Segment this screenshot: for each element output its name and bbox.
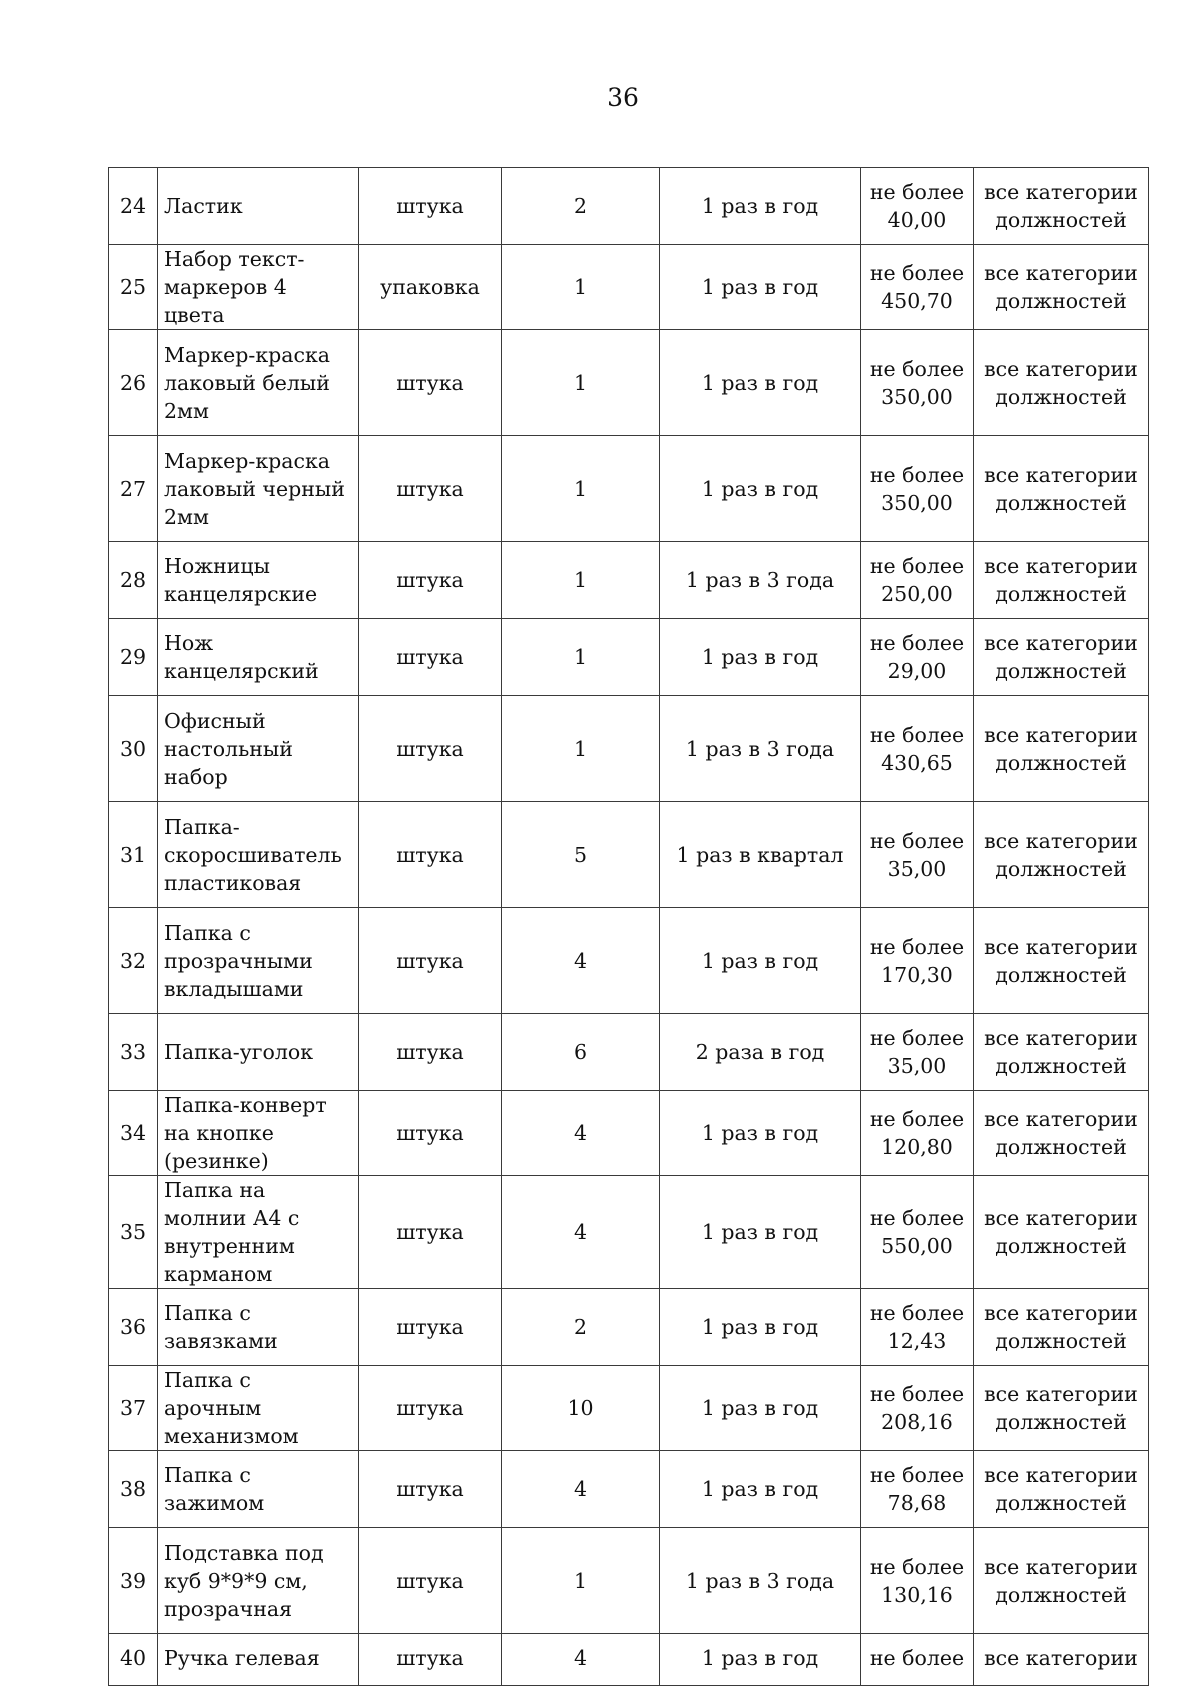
- row-number-cell-text: 27: [119, 476, 147, 501]
- unit-cell: [359, 542, 502, 619]
- unit-cell-text: штука: [396, 1396, 464, 1420]
- category-cell-text: все категории: [984, 1382, 1138, 1406]
- item-name-cell: [158, 542, 359, 619]
- quantity-cell-text: 4: [573, 1646, 588, 1670]
- category-cell-text: должностей: [995, 1329, 1127, 1353]
- row-number-cell-text: 33: [119, 1040, 147, 1064]
- price-cell-text: 430,65: [881, 750, 953, 775]
- price-cell-text: не более: [869, 180, 965, 204]
- row-number-cell: [109, 168, 158, 245]
- period-cell: [660, 619, 861, 696]
- period-cell-text: 1 раз в год: [701, 1396, 819, 1420]
- unit-cell-text: штука: [396, 370, 464, 395]
- unit-cell: [359, 1014, 502, 1091]
- period-cell: [660, 330, 861, 436]
- period-cell: [660, 1528, 861, 1634]
- category-cell-text: все категории: [984, 261, 1138, 285]
- price-cell: [861, 619, 974, 696]
- item-name-cell-text: Подставка под куб 9*9*9 см, прозрачная: [164, 1540, 324, 1621]
- period-cell-text: 1 раз в год: [701, 370, 819, 395]
- price-cell-text: 40,00: [887, 208, 947, 232]
- category-cell-text: все категории: [984, 1206, 1138, 1230]
- price-cell-text: не более: [869, 1463, 965, 1487]
- unit-cell-text: штука: [396, 1121, 464, 1145]
- table-row: [109, 1014, 1149, 1091]
- row-number-cell-text: 36: [119, 1315, 147, 1339]
- table-row: [109, 802, 1149, 908]
- table-row: [109, 1091, 1149, 1176]
- row-number-cell-text: 24: [119, 194, 147, 218]
- unit-cell: [359, 436, 502, 542]
- category-cell-text: все категории: [984, 1463, 1138, 1487]
- row-number-cell-text: 32: [119, 948, 147, 973]
- row-number-cell-text: 29: [119, 645, 147, 669]
- item-name-cell: [158, 1176, 359, 1289]
- table-row: [109, 1528, 1149, 1634]
- item-name-cell-text: Папка на молнии А4 с внутренним карманом: [164, 1178, 300, 1286]
- category-cell: [974, 436, 1149, 542]
- quantity-cell-text: 10: [567, 1396, 594, 1420]
- quantity-cell-text: 1: [573, 1568, 588, 1593]
- table-row: [109, 1451, 1149, 1528]
- row-number-cell: [109, 245, 158, 330]
- price-cell-text: не более: [869, 631, 965, 655]
- period-cell-text: 1 раз в год: [701, 194, 819, 218]
- quantity-cell-text: 1: [573, 568, 588, 592]
- unit-cell: [359, 1289, 502, 1366]
- price-cell: [861, 1014, 974, 1091]
- item-name-cell: [158, 908, 359, 1014]
- row-number-cell-text: 40: [119, 1646, 147, 1670]
- category-cell-text: все категории: [984, 722, 1138, 747]
- unit-cell: [359, 1451, 502, 1528]
- category-cell: [974, 542, 1149, 619]
- quantity-cell: [502, 1528, 660, 1634]
- quantity-cell-text: 6: [573, 1040, 588, 1064]
- item-name-cell-text: Нож канцелярский: [164, 631, 319, 683]
- row-number-cell-text: 34: [119, 1121, 147, 1145]
- row-number-cell: [109, 802, 158, 908]
- price-cell-text: 12,43: [887, 1329, 947, 1353]
- item-name-cell-text: Маркер-краска лаковый черный 2мм: [164, 448, 345, 529]
- unit-cell-text: штука: [396, 476, 464, 501]
- quantity-cell-text: 4: [573, 1220, 588, 1244]
- period-cell-text: 1 раз в год: [701, 645, 819, 669]
- row-number-cell: [109, 1289, 158, 1366]
- row-number-cell-text: 38: [119, 1477, 147, 1501]
- period-cell-text: 1 раз в год: [701, 1220, 819, 1244]
- price-cell-text: не более: [869, 1026, 965, 1050]
- price-cell-text: не более: [869, 1301, 965, 1325]
- quantity-cell-text: 4: [573, 1121, 588, 1145]
- price-cell: [861, 542, 974, 619]
- table-row: [109, 436, 1149, 542]
- quantity-cell: [502, 330, 660, 436]
- period-cell: [660, 245, 861, 330]
- row-number-cell: [109, 1176, 158, 1289]
- unit-cell: [359, 696, 502, 802]
- table-row: [109, 1366, 1149, 1451]
- row-number-cell-text: 28: [119, 568, 147, 592]
- item-name-cell-text: Набор текст-маркеров 4 цвета: [164, 247, 305, 327]
- price-cell-text: 350,00: [881, 384, 953, 409]
- item-name-cell: [158, 436, 359, 542]
- quantity-cell: [502, 1091, 660, 1176]
- unit-cell-text: штука: [396, 1315, 464, 1339]
- period-cell: [660, 908, 861, 1014]
- category-cell: [974, 1176, 1149, 1289]
- price-cell: [861, 436, 974, 542]
- item-name-cell-text: Папка-скоросшиватель пластиковая: [164, 814, 342, 895]
- quantity-cell: [502, 1634, 660, 1686]
- item-name-cell: [158, 1014, 359, 1091]
- unit-cell: [359, 1634, 502, 1686]
- category-cell: [974, 1528, 1149, 1634]
- row-number-cell: [109, 436, 158, 542]
- quantity-cell: [502, 619, 660, 696]
- period-cell-text: 1 раз в год: [701, 1315, 819, 1339]
- category-cell-text: должностей: [995, 1234, 1127, 1258]
- category-cell-text: должностей: [995, 208, 1127, 232]
- table-row: [109, 1289, 1149, 1366]
- price-cell-text: 208,16: [881, 1410, 953, 1434]
- item-name-cell-text: Ножницы канцелярские: [164, 554, 318, 606]
- item-name-cell: [158, 1528, 359, 1634]
- price-cell: [861, 1528, 974, 1634]
- item-name-cell: [158, 1451, 359, 1528]
- unit-cell: [359, 802, 502, 908]
- category-cell-text: все категории: [984, 180, 1138, 204]
- category-cell-text: все категории: [984, 1301, 1138, 1325]
- price-cell-text: 35,00: [887, 1054, 947, 1078]
- table-row: [109, 1634, 1149, 1686]
- price-cell-text: 78,68: [887, 1491, 947, 1515]
- price-cell-text: не более: [869, 722, 965, 747]
- item-name-cell-text: Ластик: [164, 194, 243, 218]
- period-cell: [660, 1289, 861, 1366]
- category-cell-text: должностей: [995, 962, 1127, 987]
- price-cell: [861, 168, 974, 245]
- item-name-cell: [158, 245, 359, 330]
- unit-cell: [359, 1528, 502, 1634]
- unit-cell: [359, 1366, 502, 1451]
- category-cell: [974, 245, 1149, 330]
- row-number-cell-text: 37: [119, 1396, 147, 1420]
- item-name-cell: [158, 696, 359, 802]
- category-cell: [974, 908, 1149, 1014]
- category-cell-text: все категории: [984, 1646, 1138, 1670]
- price-cell-text: не более: [869, 1206, 965, 1230]
- period-cell: [660, 1634, 861, 1686]
- period-cell: [660, 1091, 861, 1176]
- category-cell: [974, 330, 1149, 436]
- period-cell-text: 1 раз в год: [701, 1646, 819, 1670]
- quantity-cell: [502, 245, 660, 330]
- price-cell-text: 350,00: [881, 490, 953, 515]
- item-name-cell-text: Маркер-краска лаковый белый 2мм: [164, 342, 331, 423]
- category-cell: [974, 1289, 1149, 1366]
- quantity-cell-text: 1: [573, 645, 588, 669]
- category-cell-text: все категории: [984, 1554, 1138, 1579]
- price-cell: [861, 1091, 974, 1176]
- price-cell-text: не более: [869, 1107, 965, 1131]
- price-cell: [861, 1366, 974, 1451]
- item-name-cell: [158, 1289, 359, 1366]
- price-cell-text: не более: [869, 554, 965, 578]
- unit-cell-text: штука: [396, 1220, 464, 1244]
- item-name-cell-text: Папка с завязками: [164, 1301, 278, 1353]
- period-cell-text: 2 раза в год: [695, 1040, 825, 1064]
- price-cell: [861, 802, 974, 908]
- quantity-cell-text: 4: [573, 1477, 588, 1501]
- quantity-cell: [502, 1014, 660, 1091]
- unit-cell-text: штука: [396, 1646, 464, 1670]
- page-number: 36: [607, 83, 639, 112]
- quantity-cell: [502, 436, 660, 542]
- category-cell: [974, 619, 1149, 696]
- table-body: [109, 168, 1149, 1686]
- unit-cell: [359, 908, 502, 1014]
- category-cell-text: все категории: [984, 631, 1138, 655]
- unit-cell-text: штука: [396, 1040, 464, 1064]
- price-cell-text: 130,16: [881, 1582, 953, 1607]
- quantity-cell: [502, 1289, 660, 1366]
- unit-cell-text: штука: [396, 568, 464, 592]
- row-number-cell: [109, 1091, 158, 1176]
- period-cell-text: 1 раз в год: [701, 1477, 819, 1501]
- supplies-table: [108, 167, 1149, 1686]
- item-name-cell-text: Папка-уголок: [164, 1040, 314, 1064]
- category-cell-text: все категории: [984, 828, 1138, 853]
- unit-cell-text: штука: [396, 842, 464, 867]
- quantity-cell-text: 1: [573, 275, 588, 299]
- quantity-cell: [502, 908, 660, 1014]
- row-number-cell: [109, 1634, 158, 1686]
- category-cell-text: должностей: [995, 384, 1127, 409]
- quantity-cell: [502, 542, 660, 619]
- period-cell: [660, 168, 861, 245]
- item-name-cell: [158, 1634, 359, 1686]
- unit-cell-text: штука: [396, 194, 464, 218]
- category-cell: [974, 1634, 1149, 1686]
- category-cell-text: должностей: [995, 1582, 1127, 1607]
- item-name-cell: [158, 1366, 359, 1451]
- quantity-cell: [502, 1451, 660, 1528]
- category-cell-text: должностей: [995, 289, 1127, 313]
- unit-cell-text: штука: [396, 1477, 464, 1501]
- period-cell: [660, 436, 861, 542]
- row-number-cell-text: 35: [119, 1220, 147, 1244]
- quantity-cell-text: 4: [573, 948, 588, 973]
- unit-cell: [359, 1176, 502, 1289]
- row-number-cell: [109, 1366, 158, 1451]
- item-name-cell: [158, 1091, 359, 1176]
- price-cell-text: не более: [869, 261, 965, 285]
- price-cell-text: не более: [869, 934, 965, 959]
- row-number-cell-text: 31: [119, 842, 147, 867]
- unit-cell-text: штука: [396, 736, 464, 761]
- row-number-cell: [109, 619, 158, 696]
- price-cell-text: 250,00: [881, 582, 953, 606]
- price-cell-text: 450,70: [881, 289, 953, 313]
- quantity-cell-text: 2: [573, 194, 588, 218]
- quantity-cell-text: 2: [573, 1315, 588, 1339]
- item-name-cell-text: Папка-конверт на кнопке (резинке): [164, 1093, 327, 1173]
- price-cell: [861, 1634, 974, 1686]
- period-cell: [660, 542, 861, 619]
- unit-cell-text: штука: [396, 948, 464, 973]
- price-cell: [861, 908, 974, 1014]
- period-cell: [660, 1451, 861, 1528]
- category-cell-text: все категории: [984, 1107, 1138, 1131]
- category-cell-text: должностей: [995, 582, 1127, 606]
- price-cell-text: не более: [869, 1382, 965, 1406]
- price-cell-text: не более: [869, 1554, 965, 1579]
- category-cell-text: должностей: [995, 1410, 1127, 1434]
- period-cell: [660, 802, 861, 908]
- period-cell-text: 1 раз в год: [701, 948, 819, 973]
- price-cell: [861, 1451, 974, 1528]
- price-cell-text: 170,30: [881, 962, 953, 987]
- unit-cell: [359, 245, 502, 330]
- period-cell-text: 1 раз в год: [701, 275, 819, 299]
- category-cell-text: все категории: [984, 1026, 1138, 1050]
- item-name-cell-text: Ручка гелевая: [164, 1646, 320, 1670]
- price-cell: [861, 1176, 974, 1289]
- unit-cell: [359, 330, 502, 436]
- item-name-cell: [158, 330, 359, 436]
- category-cell-text: должностей: [995, 856, 1127, 881]
- category-cell-text: все категории: [984, 554, 1138, 578]
- unit-cell: [359, 619, 502, 696]
- price-cell-text: не более: [869, 356, 965, 381]
- row-number-cell: [109, 1528, 158, 1634]
- period-cell-text: 1 раз в 3 года: [685, 568, 835, 592]
- quantity-cell: [502, 1176, 660, 1289]
- category-cell: [974, 1451, 1149, 1528]
- period-cell-text: 1 раз в 3 года: [685, 736, 835, 761]
- category-cell: [974, 1014, 1149, 1091]
- quantity-cell: [502, 696, 660, 802]
- item-name-cell-text: Папка с зажимом: [164, 1463, 265, 1515]
- quantity-cell-text: 1: [573, 736, 588, 761]
- price-cell-text: не более: [869, 828, 965, 853]
- category-cell-text: должностей: [995, 1054, 1127, 1078]
- price-cell-text: 29,00: [887, 659, 947, 683]
- item-name-cell: [158, 168, 359, 245]
- row-number-cell-text: 30: [119, 736, 147, 761]
- quantity-cell-text: 1: [573, 370, 588, 395]
- table-row: [109, 330, 1149, 436]
- price-cell: [861, 245, 974, 330]
- price-cell: [861, 696, 974, 802]
- period-cell-text: 1 раз в квартал: [676, 842, 844, 867]
- category-cell: [974, 1366, 1149, 1451]
- item-name-cell-text: Офисный настольный набор: [164, 708, 293, 789]
- unit-cell: [359, 1091, 502, 1176]
- unit-cell-text: штука: [396, 1568, 464, 1593]
- price-cell-text: 550,00: [881, 1234, 953, 1258]
- row-number-cell-text: 39: [119, 1568, 147, 1593]
- row-number-cell: [109, 1451, 158, 1528]
- table-row: [109, 696, 1149, 802]
- period-cell: [660, 1176, 861, 1289]
- category-cell-text: все категории: [984, 934, 1138, 959]
- quantity-cell: [502, 802, 660, 908]
- row-number-cell: [109, 1014, 158, 1091]
- row-number-cell: [109, 330, 158, 436]
- unit-cell: [359, 168, 502, 245]
- item-name-cell: [158, 802, 359, 908]
- period-cell-text: 1 раз в год: [701, 1121, 819, 1145]
- quantity-cell: [502, 168, 660, 245]
- period-cell: [660, 1014, 861, 1091]
- price-cell-text: не более: [869, 462, 965, 487]
- category-cell: [974, 802, 1149, 908]
- row-number-cell-text: 26: [119, 370, 147, 395]
- table-row: [109, 542, 1149, 619]
- unit-cell-text: упаковка: [380, 275, 480, 299]
- price-cell: [861, 330, 974, 436]
- category-cell: [974, 1091, 1149, 1176]
- category-cell: [974, 696, 1149, 802]
- row-number-cell: [109, 696, 158, 802]
- category-cell-text: все категории: [984, 356, 1138, 381]
- price-cell-text: 35,00: [887, 856, 947, 881]
- item-name-cell-text: Папка с прозрачными вкладышами: [164, 920, 313, 1001]
- item-name-cell: [158, 619, 359, 696]
- category-cell: [974, 168, 1149, 245]
- period-cell-text: 1 раз в 3 года: [685, 1568, 835, 1593]
- quantity-cell-text: 5: [573, 842, 588, 867]
- table-row: [109, 245, 1149, 330]
- row-number-cell-text: 25: [119, 275, 147, 299]
- quantity-cell: [502, 1366, 660, 1451]
- period-cell: [660, 1366, 861, 1451]
- price-cell-text: не более: [869, 1646, 965, 1670]
- category-cell-text: должностей: [995, 490, 1127, 515]
- table-row: [109, 908, 1149, 1014]
- category-cell-text: должностей: [995, 659, 1127, 683]
- quantity-cell-text: 1: [573, 476, 588, 501]
- category-cell-text: должностей: [995, 750, 1127, 775]
- row-number-cell: [109, 908, 158, 1014]
- price-cell-text: 120,80: [881, 1135, 953, 1159]
- row-number-cell: [109, 542, 158, 619]
- category-cell-text: все категории: [984, 462, 1138, 487]
- table-row: [109, 619, 1149, 696]
- period-cell-text: 1 раз в год: [701, 476, 819, 501]
- unit-cell-text: штука: [396, 645, 464, 669]
- table-row: [109, 168, 1149, 245]
- period-cell: [660, 696, 861, 802]
- category-cell-text: должностей: [995, 1491, 1127, 1515]
- price-cell: [861, 1289, 974, 1366]
- table-row: [109, 1176, 1149, 1289]
- item-name-cell-text: Папка с арочным механизмом: [164, 1368, 299, 1448]
- category-cell-text: должностей: [995, 1135, 1127, 1159]
